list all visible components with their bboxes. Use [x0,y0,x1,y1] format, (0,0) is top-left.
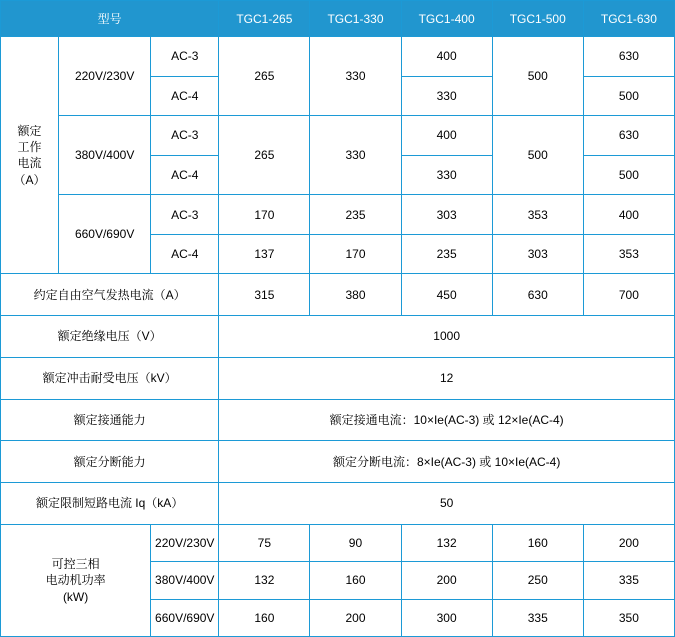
cell-220v-265: 265 [219,37,310,116]
cell-660v-ac3-265: 170 [219,195,310,235]
cell-motor-660v-330: 200 [310,599,401,636]
voltage-label-660v: 660V/690V [59,195,151,274]
voltage-label-220v: 220V/230V [59,37,151,116]
motor-voltage-380v: 380V/400V [151,562,219,599]
cell-660v-ac3-400: 303 [401,195,492,235]
group-label-line-4: （A） [13,172,46,187]
cell-motor-220v-400: 132 [401,524,492,561]
cell-thermal-630: 700 [583,274,674,316]
label-breaking-capacity: 额定分断能力 [1,441,219,483]
cell-motor-220v-265: 75 [219,524,310,561]
ac-type-660v-ac4: AC-4 [151,234,219,274]
label-thermal-current: 约定自由空气发热电流（A） [1,274,219,316]
label-insulation-voltage: 额定绝缘电压（V） [1,316,219,358]
header-model-tgc1-330: TGC1-330 [310,1,401,37]
cell-380v-330: 330 [310,116,401,195]
value-making-capacity: 额定接通电流：10×Ie(AC-3) 或 12×Ie(AC-4) [219,399,675,441]
row-breaking-capacity [1,441,675,483]
cell-motor-660v-630: 350 [583,599,674,636]
header-model-label: 型号 [1,1,219,37]
cell-660v-ac4-500: 303 [492,234,583,274]
cell-motor-220v-330: 90 [310,524,401,561]
header-model-tgc1-400: TGC1-400 [401,1,492,37]
cell-220v-330: 330 [310,37,401,116]
label-short-circuit-current: 额定限制短路电流 Iq（kA） [1,483,219,525]
cell-motor-660v-400: 300 [401,599,492,636]
motor-voltage-660v: 660V/690V [151,599,219,636]
cell-motor-660v-265: 160 [219,599,310,636]
motor-voltage-220v: 220V/230V [151,524,219,561]
row-380v-ac3 [1,116,675,156]
row-impulse-voltage [1,357,675,399]
cell-660v-ac4-330: 170 [310,234,401,274]
row-making-capacity [1,399,675,441]
value-breaking-capacity: 额定分断电流：8×Ie(AC-3) 或 10×Ie(AC-4) [219,441,675,483]
ac-type-380v-ac4: AC-4 [151,155,219,195]
cell-220v-500: 500 [492,37,583,116]
label-making-capacity: 额定接通能力 [1,399,219,441]
cell-660v-ac3-330: 235 [310,195,401,235]
motor-power-label-line-1: 可控三相 [51,557,100,572]
cell-380v-ac3-400: 400 [401,116,492,156]
cell-660v-ac4-630: 353 [583,234,674,274]
header-model-tgc1-500: TGC1-500 [492,1,583,37]
cell-motor-220v-630: 200 [583,524,674,561]
row-660v-ac3 [1,195,675,235]
cell-220v-ac3-400: 400 [401,37,492,77]
cell-motor-380v-265: 132 [219,562,310,599]
header-model-tgc1-265: TGC1-265 [219,1,310,37]
label-impulse-voltage: 额定冲击耐受电压（kV） [1,357,219,399]
cell-thermal-500: 630 [492,274,583,316]
value-short-circuit-current: 50 [219,483,675,525]
row-motor-power-220v [1,524,675,561]
cell-thermal-265: 315 [219,274,310,316]
cell-motor-380v-400: 200 [401,562,492,599]
row-short-circuit-current [1,483,675,525]
cell-380v-500: 500 [492,116,583,195]
cell-motor-660v-500: 335 [492,599,583,636]
cell-380v-265: 265 [219,116,310,195]
row-insulation-voltage [1,316,675,358]
ac-type-380v-ac3: AC-3 [151,116,219,156]
group-label-motor-power [1,524,151,636]
cell-380v-ac4-630: 500 [583,155,674,195]
cell-380v-ac3-630: 630 [583,116,674,156]
voltage-label-380v: 380V/400V [59,116,151,195]
ac-type-660v-ac3: AC-3 [151,195,219,235]
cell-220v-ac4-630: 500 [583,76,674,116]
group-label-line-1: 额定 [17,123,42,138]
header-model-tgc1-630: TGC1-630 [583,1,674,37]
cell-660v-ac3-500: 353 [492,195,583,235]
cell-motor-220v-500: 160 [492,524,583,561]
cell-660v-ac4-265: 137 [219,234,310,274]
cell-thermal-330: 380 [310,274,401,316]
cell-380v-ac4-400: 330 [401,155,492,195]
row-220v-ac3 [1,37,675,77]
cell-220v-ac4-400: 330 [401,76,492,116]
cell-motor-380v-500: 250 [492,562,583,599]
cell-660v-ac3-630: 400 [583,195,674,235]
motor-power-label-line-3: (kW) [62,589,89,604]
cell-thermal-400: 450 [401,274,492,316]
row-thermal-current [1,274,675,316]
cell-motor-380v-330: 160 [310,562,401,599]
cell-motor-380v-630: 335 [583,562,674,599]
motor-power-label-line-2: 电动机功率 [45,573,106,588]
group-label-rated-current [1,37,59,274]
ac-type-220v-ac3: AC-3 [151,37,219,77]
value-insulation-voltage: 1000 [219,316,675,358]
cell-220v-ac3-630: 630 [583,37,674,77]
cell-660v-ac4-400: 235 [401,234,492,274]
group-label-line-2: 工作 [17,140,42,155]
value-impulse-voltage: 12 [219,357,675,399]
group-label-line-3: 电流 [17,156,42,171]
ac-type-220v-ac4: AC-4 [151,76,219,116]
table-header-row [1,1,675,37]
